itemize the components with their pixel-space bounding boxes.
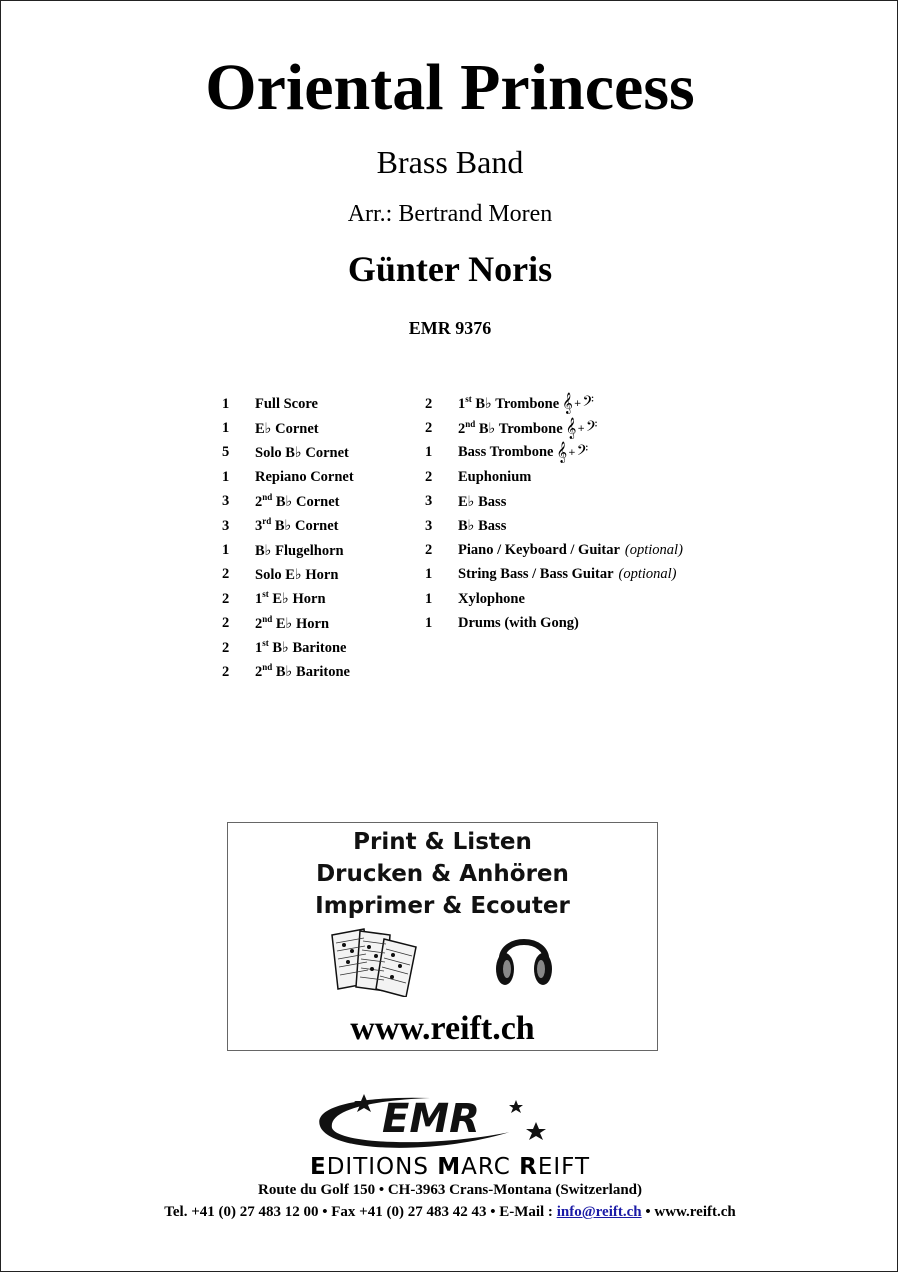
part-name: Full Score: [255, 395, 318, 412]
part-row: [222, 514, 354, 538]
headphones-icon: [492, 923, 556, 991]
part-name: Solo B♭ Cornet: [255, 444, 349, 461]
clef-icons: 𝄞+𝄢: [556, 441, 589, 463]
clef-icons: 𝄞+𝄢: [562, 393, 594, 415]
part-row: [425, 465, 683, 489]
part-row: [222, 441, 354, 465]
part-quantity: 2: [222, 663, 230, 680]
part-name: 2nd B♭ Cornet: [255, 491, 340, 510]
part-name: B♭ Bass: [458, 518, 507, 535]
part-name: 2nd E♭ Horn: [255, 613, 330, 632]
part-name: Drums (with Gong): [458, 615, 579, 632]
publisher-contact: Tel. +41 (0) 27 483 12 00 • Fax +41 (0) 27 483 42 43 • E-Mail : info@reift.ch • www.reift.ch: [164, 1204, 736, 1220]
email-link[interactable]: info@reift.ch: [556, 1204, 642, 1220]
part-name: Bass Trombone: [458, 444, 554, 461]
part-name: Xylophone: [458, 590, 525, 607]
part-quantity: 1: [425, 615, 433, 632]
part-row: [425, 416, 683, 440]
part-name: String Bass / Bass Guitar: [458, 566, 614, 583]
treble-clef-icon: 𝄞: [556, 441, 568, 463]
part-row: [222, 660, 354, 684]
part-row: [222, 587, 354, 611]
bass-clef-icon: 𝄢: [582, 393, 594, 415]
print-listen-box: [227, 822, 658, 1051]
part-name: E♭ Cornet: [255, 420, 319, 437]
part-quantity: 2: [425, 420, 433, 437]
part-quantity: 1: [222, 542, 230, 559]
part-row: [425, 538, 683, 562]
part-name: 1st B♭ Baritone: [255, 638, 347, 657]
sheet-music-icon: [328, 925, 422, 997]
promo-line-2: Drucken & Anhören: [316, 861, 569, 887]
publisher-address: Route du Golf 150 • CH-3963 Crans-Montana (Switzerland): [258, 1182, 642, 1198]
part-quantity: 1: [425, 590, 433, 607]
catalog-number: EMR 9376: [408, 318, 492, 338]
part-quantity: 1: [222, 468, 230, 485]
part-row: [425, 392, 683, 416]
part-note: (optional): [618, 566, 677, 583]
part-quantity: 2: [222, 590, 230, 607]
treble-clef-icon: 𝄞: [562, 393, 573, 415]
part-row: [222, 563, 354, 587]
part-row: [425, 587, 683, 611]
part-quantity: 1: [425, 566, 433, 583]
part-note: (optional): [624, 542, 683, 559]
part-name: 2nd B♭ Trombone: [458, 418, 563, 437]
part-name: 1st B♭ Trombone: [458, 394, 560, 413]
promo-website[interactable]: www.reift.ch: [350, 1010, 535, 1047]
parts-list-left: [222, 392, 354, 685]
part-name: 3rd B♭ Cornet: [255, 516, 339, 535]
treble-clef-icon: 𝄞: [565, 417, 577, 439]
part-row: [425, 441, 683, 465]
part-row: [425, 612, 683, 636]
arranger: Arr.: Bertrand Moren: [347, 201, 553, 227]
part-name: Solo E♭ Horn: [255, 566, 339, 583]
part-quantity: 2: [425, 468, 433, 485]
part-name: Repiano Cornet: [255, 468, 354, 485]
publisher-name: EDITIONS MARC REIFT: [309, 1154, 591, 1180]
part-row: [222, 538, 354, 562]
part-quantity: 2: [222, 615, 230, 632]
part-name: 2nd B♭ Baritone: [255, 662, 350, 681]
part-row: [222, 490, 354, 514]
part-row: [222, 416, 354, 440]
part-quantity: 1: [425, 444, 433, 461]
part-quantity: 1: [222, 395, 230, 412]
part-row: [425, 490, 683, 514]
emr-logo: [310, 1088, 560, 1152]
part-name: B♭ Flugelhorn: [255, 542, 344, 559]
part-quantity: 1: [222, 420, 230, 437]
page-title: Oriental Princess: [205, 51, 695, 124]
part-name: 1st E♭ Horn: [255, 589, 326, 608]
part-quantity: 2: [425, 542, 433, 559]
part-row: [222, 465, 354, 489]
part-row: [425, 563, 683, 587]
part-quantity: 3: [425, 493, 433, 510]
part-quantity: 2: [425, 395, 433, 412]
part-quantity: 3: [222, 493, 230, 510]
part-quantity: 3: [222, 517, 230, 534]
part-row: [425, 514, 683, 538]
emr-logo-text: EMR: [382, 1096, 480, 1142]
promo-line-3: Imprimer & Ecouter: [315, 893, 570, 919]
subtitle: Brass Band: [376, 144, 524, 180]
part-row: [222, 612, 354, 636]
part-name: E♭ Bass: [458, 493, 507, 510]
parts-list-right: [425, 392, 683, 636]
part-quantity: 5: [222, 444, 230, 461]
part-name: Piano / Keyboard / Guitar: [458, 542, 620, 559]
part-quantity: 2: [222, 566, 230, 583]
part-quantity: 2: [222, 639, 230, 656]
composer: Günter Noris: [347, 249, 553, 289]
promo-line-1: Print & Listen: [353, 829, 532, 855]
part-row: [222, 392, 354, 416]
part-row: [222, 636, 354, 660]
clef-icons: 𝄞+𝄢: [565, 417, 598, 439]
bass-clef-icon: 𝄢: [576, 441, 589, 463]
part-name: Euphonium: [458, 468, 532, 485]
part-quantity: 3: [425, 517, 433, 534]
bass-clef-icon: 𝄢: [585, 417, 598, 439]
